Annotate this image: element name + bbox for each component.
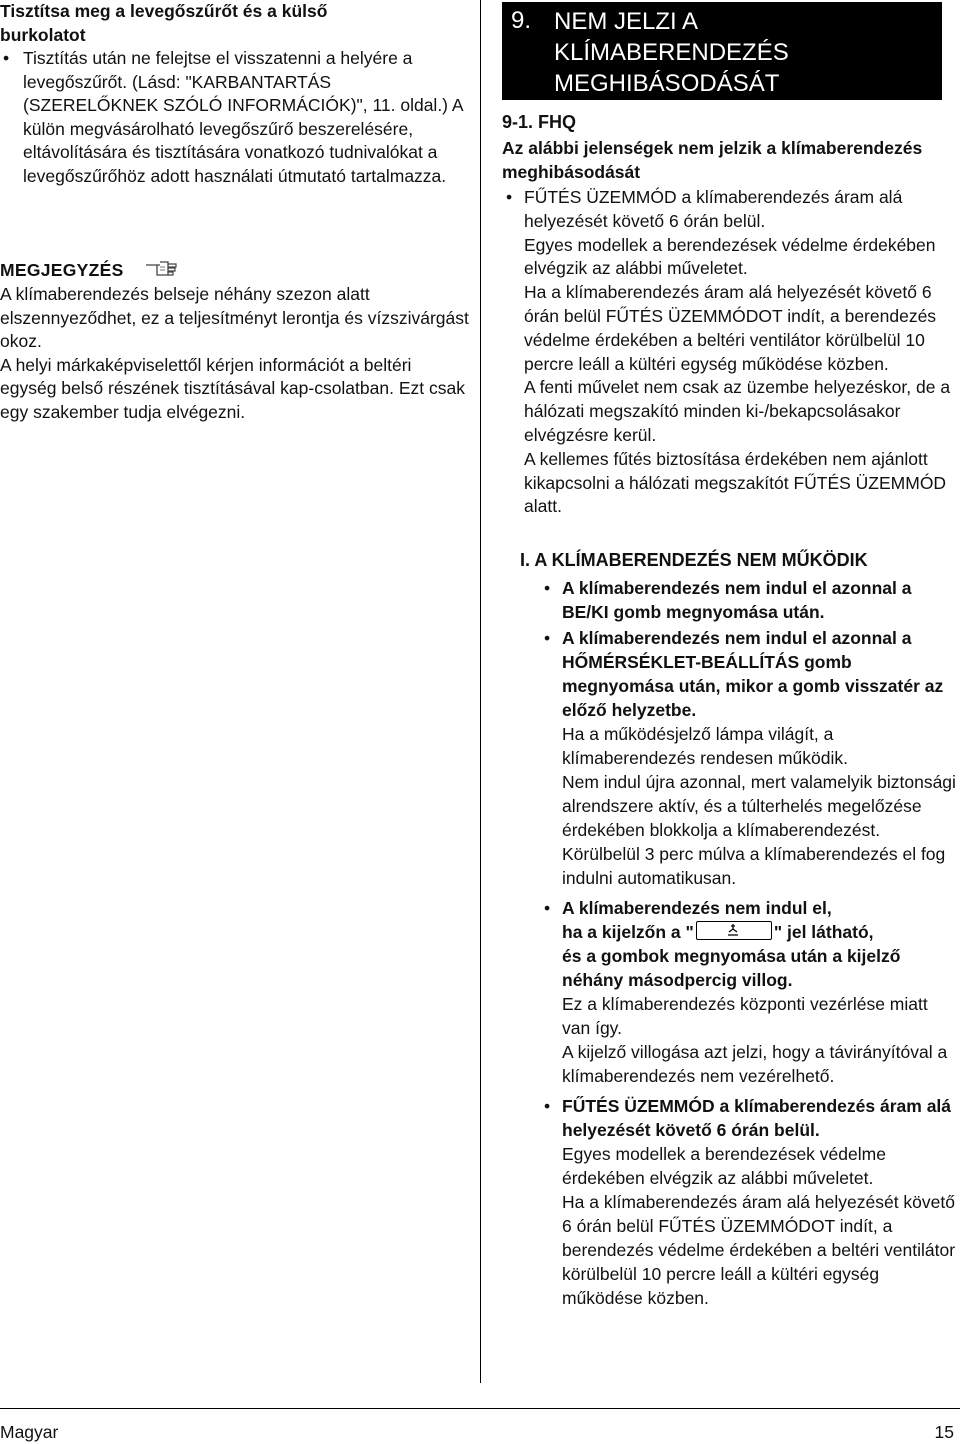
note-body (0, 283, 472, 424)
note-paragraph-2: A helyi márkaképviselettől kérjen információt a beltéri egység belső részének tisztításával kap-csolatban. Ezt csak egy szakember tudja elvégezni. (0, 354, 465, 422)
bullet-dot: • (544, 1096, 551, 1116)
bullet-dot: • (3, 48, 10, 68)
section-I-list (540, 576, 960, 1310)
subsection-intro: Az alábbi jelenségek nem jelzik a klímaberendezés meghibásodását (502, 138, 923, 182)
footer-divider (0, 1408, 960, 1409)
list-item (502, 186, 960, 519)
item-bold-text: A klímaberendezés nem indul el, (562, 898, 832, 918)
note-heading: MEGJEGYZÉS (0, 260, 124, 280)
subsection-heading: 9-1. FHQ (502, 112, 577, 132)
paragraph: Nem indul újra azonnal, mert valamelyik biztonsági alrendszere aktív, és a túlterhelés megelőzése érdekében blokkolja a klímaberendezést. (562, 772, 956, 840)
left-section-title (0, 0, 327, 47)
note-paragraph-1: A klímaberendezés belseje néhány szezon alatt elszennyeződhet, ez a teljesítményt lerontja és vízszivárgást okoz. (0, 284, 469, 351)
paragraph: A fenti művelet nem csak az üzembe helyezéskor, de a hálózati megszakító minden ki-/bekapcsolásakor elvégzésre kerül. (524, 377, 951, 445)
paragraph: Ha a működésjelző lámpa világít, a klímaberendezés rendesen működik. (562, 724, 848, 768)
page-number: 15 (934, 1422, 954, 1442)
item-bold-text: A klímaberendezés nem indul el azonnal a BE/KI gomb megnyomása után. (562, 578, 912, 622)
intro-bullet (502, 186, 960, 519)
bullet-dot: • (544, 578, 551, 598)
paragraph: Ha a klímaberendezés áram alá helyezését követő 6 órán belül FŰTÉS ÜZEMMÓDOT indít, a berendezés védelme érdekében a beltéri ventilátor körülbelül 10 percre leáll a kültéri egység működése közben. (562, 1192, 956, 1308)
column-divider (480, 0, 481, 1383)
central-control-display-icon (696, 921, 772, 940)
bullet-dot: • (544, 628, 551, 648)
title-line-2: burkolatot (0, 24, 86, 45)
filter-bullet-text: Tisztítás után ne felejtse el visszatenni a helyére a levegőszűrőt. (Lásd: "KARBANTARTÁS (SZERELŐKNEK SZÓLÓ INFORMÁCIÓK)", 11. oldal.) A külön megvásárolható levegőszűrő beszerelésére, eltávolítására és tisztítására vonatkozó tudnivalókat a levegőszűrőhöz adott használati útmutató tartalmazza. (23, 48, 463, 186)
item-bold-text (562, 920, 960, 944)
list-item (540, 626, 960, 890)
paragraph: Ez a klímaberendezés központi vezérlése miatt van így. (562, 994, 928, 1038)
section-title: NEM JELZI A KLÍMABERENDEZÉS MEGHIBÁSODÁSÁT (554, 8, 789, 97)
bullet-dot: • (506, 187, 513, 207)
item-bold-text: A klímaberendezés nem indul el azonnal a HŐMÉRSÉKLET-BEÁLLÍTÁS gomb megnyomása után, mikor a gomb visszatér az előző helyzetbe. (562, 628, 944, 720)
item-bold-text: FŰTÉS ÜZEMMÓD a klímaberendezés áram alá helyezését követő 6 órán belül. (562, 1096, 952, 1140)
section-I-heading: I. A KLÍMABERENDEZÉS NEM MŰKÖDIK (520, 550, 868, 570)
pointing-hand-note-icon (145, 258, 179, 283)
footer-language: Magyar (0, 1422, 59, 1442)
bullet-dot: • (544, 898, 551, 918)
item-bold-text-post: " jel látható, (773, 922, 874, 942)
paragraph: FŰTÉS ÜZEMMÓD a klímaberendezés áram alá helyezését követő 6 órán belül. (524, 187, 903, 231)
item-bold-text: és a gombok megnyomása után a kijelző néhány másodpercig villog. (562, 946, 901, 990)
paragraph: A kellemes fűtés biztosítása érdekében nem ajánlott kikapcsolni a hálózati megszakítót FŰTÉS ÜZEMMÓD alatt. (524, 448, 947, 517)
paragraph: A kijelző villogása azt jelzi, hogy a távirányítóval a klímaberendezés nem vezérelhető. (562, 1042, 948, 1086)
item-bold-text-pre: ha a kijelzőn a " (562, 922, 694, 942)
section-number: 9. (511, 7, 532, 34)
title-line-1: Tisztítsa meg a levegőszűrőt és a külső (0, 1, 328, 21)
list-item (540, 1094, 960, 1310)
list-item (540, 576, 960, 624)
paragraph: Egyes modellek a berendezések védelme érdekében elvégzik az alábbi műveletet. (524, 234, 936, 279)
paragraph: Egyes modellek a berendezések védelme érdekében elvégzik az alábbi műveletet. (562, 1144, 886, 1188)
paragraph: Ha a klímaberendezés áram alá helyezését követő 6 órán belül FŰTÉS ÜZEMMÓDOT indít, a berendezés védelme érdekében a beltéri ventilátor körülbelül 10 percre leáll a kültéri egység működése közben. (524, 282, 937, 374)
list-item (540, 896, 960, 1088)
paragraph: Körülbelül 3 perc múlva a klímaberendezés el fog indulni automatikusan. (562, 844, 946, 888)
filter-bullet (0, 47, 470, 188)
section-heading-box (502, 2, 942, 100)
